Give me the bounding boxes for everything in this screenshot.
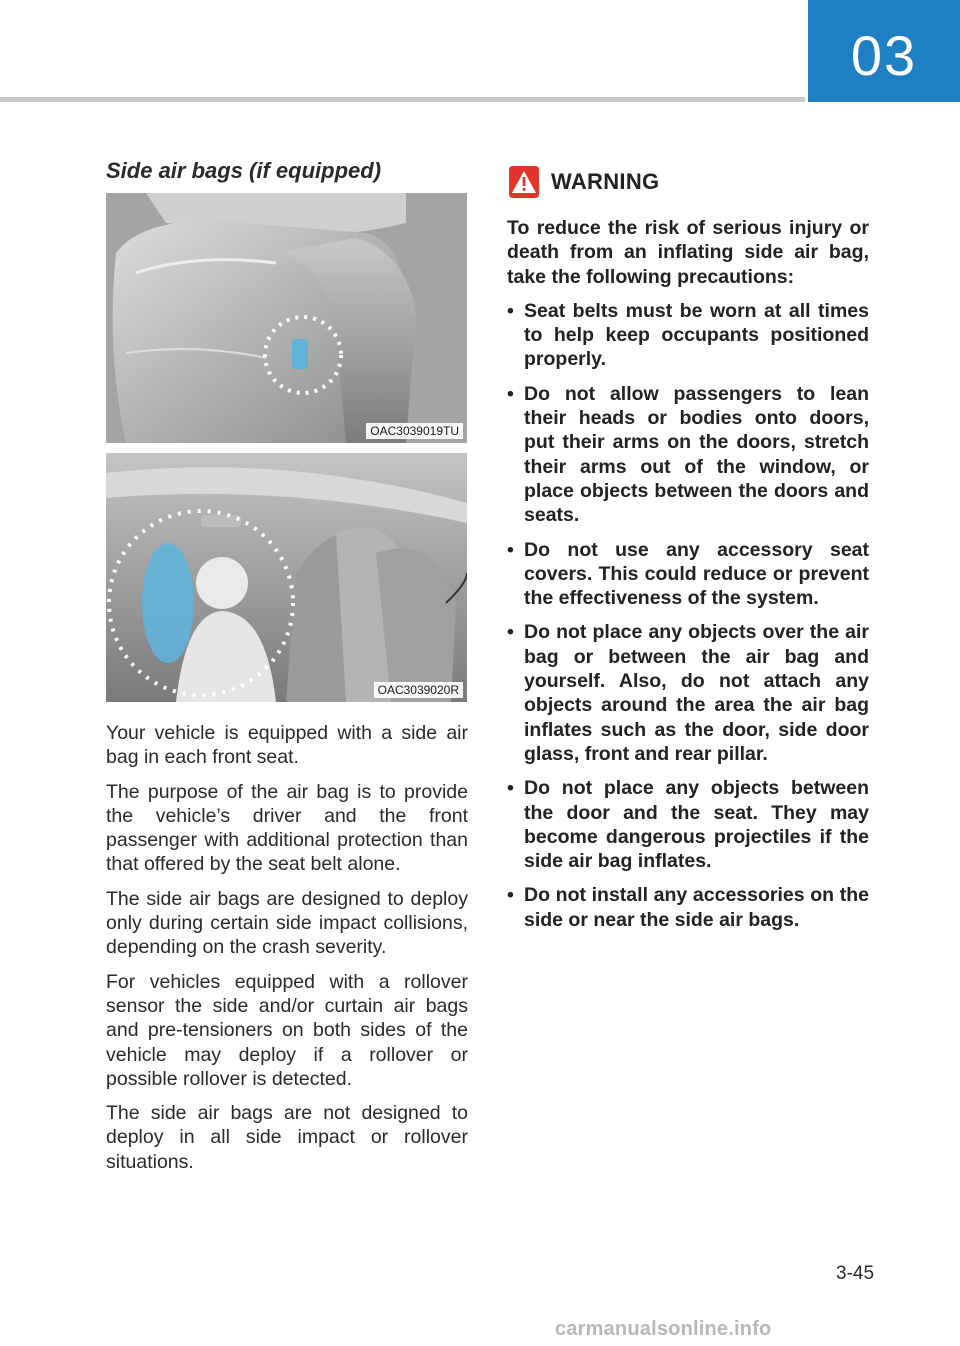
warning-item — [507, 382, 869, 528]
figure-caption: OAC3039020R — [374, 682, 463, 698]
body-paragraph: Your vehicle is equipped with a side air bag in each front seat. — [106, 722, 468, 769]
header-rule — [0, 97, 805, 102]
body-paragraph: The side air bags are designed to deploy only during certain side impact collisions, depending on the crash severity. — [106, 887, 468, 959]
bullet-glyph: • — [507, 538, 514, 561]
body-paragraph: The side air bags are not designed to deploy in all side impact or rollover situations. — [106, 1102, 468, 1173]
warning-intro: To reduce the risk of serious injury or death from an inflating side air bag, take the following precautions: — [507, 217, 869, 288]
figure-caption: OAC3039019TU — [366, 423, 463, 439]
bullet-glyph: • — [507, 621, 514, 644]
warning-item — [507, 620, 869, 766]
warning-title: WARNING — [551, 169, 660, 194]
page-number: 3-45 — [836, 1263, 875, 1284]
warning-item-text: Do not place any objects between the door and the seat. They may become dangerous projectiles if the side air bag inflates. — [524, 777, 869, 873]
bullet-glyph: • — [507, 299, 514, 322]
left-column — [106, 158, 468, 1184]
figure-seat-side-airbag — [106, 193, 467, 443]
body-paragraph: For vehicles equipped with a rollover sensor the side and/or curtain air bags and pre-tensioners on both sides of the vehicle may deploy if a rollover or possible rollover is detected. — [106, 970, 468, 1090]
warning-item — [507, 299, 869, 372]
bullet-glyph: • — [507, 884, 514, 907]
bullet-glyph: • — [507, 382, 514, 405]
warning-item-text: Do not install any accessories on the side or near the side air bags. — [524, 884, 869, 931]
warning-item — [507, 883, 869, 932]
body-text — [106, 721, 468, 1174]
section-title: Side air bags (if equipped) — [106, 158, 382, 183]
warning-item-text: Seat belts must be worn at all times to help keep occupants positioned properly. — [524, 299, 869, 371]
warning-box — [507, 162, 869, 942]
warning-item-text: Do not place any objects over the air bag or between the air bag and yourself. Also, do not attach any objects around the area the air bag inflates such as the door, side door glass, front and rear pillar. — [524, 621, 869, 765]
warning-list — [507, 299, 869, 932]
figure-airbag-deployment — [106, 453, 467, 702]
chapter-number: 03 — [850, 23, 918, 87]
body-paragraph: The purpose of the air bag is to provide the vehicle’s driver and the front passenger with additional protection than that offered by the seat belt alone. — [106, 780, 468, 876]
warning-item — [507, 776, 869, 873]
watermark: carmanualsonline.info — [555, 1318, 772, 1340]
seat-illustration — [106, 193, 467, 443]
cabin-illustration — [106, 453, 467, 702]
warning-header — [507, 162, 869, 202]
warning-item — [507, 538, 869, 611]
warning-item-text: Do not use any accessory seat covers. This could reduce or prevent the effectiveness of the system. — [524, 538, 869, 610]
chapter-tab — [808, 0, 960, 102]
warning-item-text: Do not allow passengers to lean their heads or bodies onto doors, put their arms on the doors, stretch their arms out of the window, or place objects between the doors and seats. — [524, 382, 869, 527]
bullet-glyph: • — [507, 777, 514, 800]
warning-triangle-icon — [507, 164, 541, 200]
